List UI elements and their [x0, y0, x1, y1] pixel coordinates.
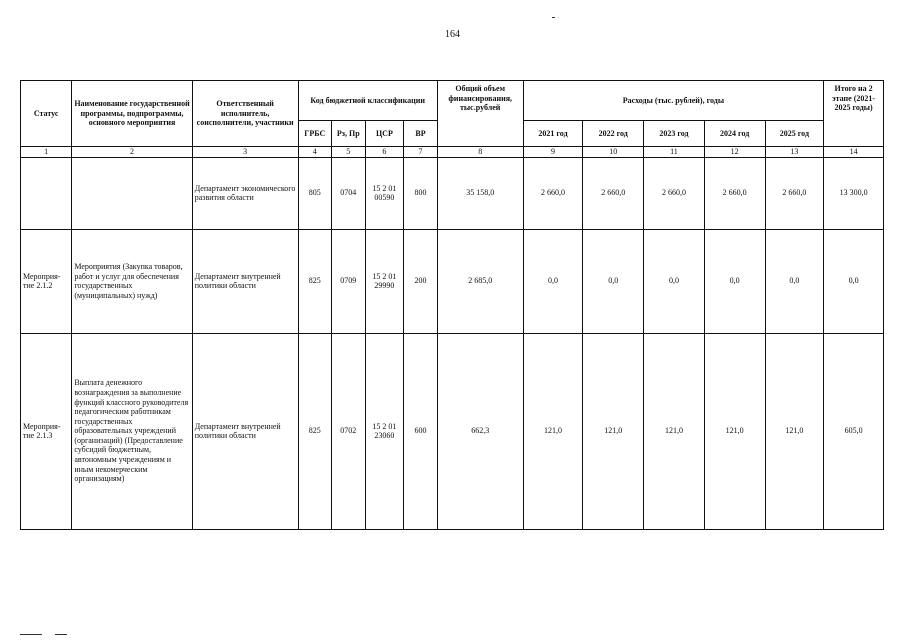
page-number: 164	[445, 29, 460, 40]
column-number: 11	[644, 147, 705, 158]
scan-speck	[55, 634, 67, 635]
cell-status	[21, 157, 72, 229]
column-number: 4	[298, 147, 332, 158]
header-year-2022: 2022 год	[583, 121, 644, 147]
cell-status: Мероприя-тие 2.1.2	[21, 229, 72, 333]
cell-2021: 0,0	[523, 229, 583, 333]
header-year-2025: 2025 год	[765, 121, 824, 147]
cell-grbs: 805	[298, 157, 332, 229]
header-responsible: Ответственный исполнитель, соисполнители, участники	[192, 81, 298, 147]
cell-stage-total: 0,0	[824, 229, 884, 333]
header-year-2023: 2023 год	[644, 121, 705, 147]
header-year-2024: 2024 год	[704, 121, 765, 147]
cell-vr: 200	[404, 229, 438, 333]
column-number: 6	[365, 147, 404, 158]
cell-status: Мероприя-тие 2.1.3	[21, 333, 72, 529]
column-number: 14	[824, 147, 884, 158]
cell-2025: 2 660,0	[765, 157, 824, 229]
cell-name: Мероприятия (Закупка товаров, работ и услуг для обеспечения государственных (муниципальных) нужд)	[72, 229, 192, 333]
column-number: 9	[523, 147, 583, 158]
column-number: 2	[72, 147, 192, 158]
cell-2021: 2 660,0	[523, 157, 583, 229]
cell-grbs: 825	[298, 229, 332, 333]
table-row	[21, 333, 884, 529]
cell-stage-total: 13 300,0	[824, 157, 884, 229]
cell-2022: 2 660,0	[583, 157, 644, 229]
header-name: Наименование государственной программы, подпрограммы, основного мероприятия	[72, 81, 192, 147]
column-number: 7	[404, 147, 438, 158]
cell-rz-pr: 0709	[332, 229, 366, 333]
budget-table	[20, 80, 884, 530]
cell-2023: 2 660,0	[644, 157, 705, 229]
cell-csr: 15 2 01 00590	[365, 157, 404, 229]
cell-rz-pr: 0704	[332, 157, 366, 229]
header-budget-code: Код бюджетной классификации	[298, 81, 437, 121]
cell-total: 2 685,0	[437, 229, 523, 333]
cell-2021: 121,0	[523, 333, 583, 529]
header-grbs: ГРБС	[298, 121, 332, 147]
cell-2025: 0,0	[765, 229, 824, 333]
header-expenses: Расходы (тыс. рублей), годы	[523, 81, 824, 121]
cell-csr: 15 2 01 23060	[365, 333, 404, 529]
cell-responsible: Департамент экономического развития области	[192, 157, 298, 229]
scan-speck	[552, 17, 555, 18]
cell-grbs: 825	[298, 333, 332, 529]
cell-csr: 15 2 01 29990	[365, 229, 404, 333]
column-number: 5	[332, 147, 366, 158]
cell-vr: 600	[404, 333, 438, 529]
table-row	[21, 229, 884, 333]
cell-2023: 121,0	[644, 333, 705, 529]
header-rz-pr: Рз, Пр	[332, 121, 366, 147]
cell-2024: 0,0	[704, 229, 765, 333]
header-year-2021: 2021 год	[523, 121, 583, 147]
cell-name	[72, 157, 192, 229]
cell-2022: 121,0	[583, 333, 644, 529]
cell-2024: 2 660,0	[704, 157, 765, 229]
table-row	[21, 157, 884, 229]
header-total-stage: Итого на 2 этапе (2021-2025 годы)	[824, 81, 884, 147]
cell-total: 662,3	[437, 333, 523, 529]
column-number: 3	[192, 147, 298, 158]
header-csr: ЦСР	[365, 121, 404, 147]
cell-total: 35 158,0	[437, 157, 523, 229]
cell-rz-pr: 0702	[332, 333, 366, 529]
cell-responsible: Департамент внутренней политики области	[192, 333, 298, 529]
cell-2024: 121,0	[704, 333, 765, 529]
column-number: 12	[704, 147, 765, 158]
cell-2025: 121,0	[765, 333, 824, 529]
scan-speck	[20, 634, 42, 635]
cell-name: Выплата денежного вознаграждения за выполнение функций классного руководителя педагогическим работникам государственных образовательных учреждений (организаций) (Предоставление субсидий бюджетным, автономным учреждениям и иным некомерческим организациям)	[72, 333, 192, 529]
column-number: 1	[21, 147, 72, 158]
cell-2023: 0,0	[644, 229, 705, 333]
cell-vr: 800	[404, 157, 438, 229]
column-number: 13	[765, 147, 824, 158]
column-number: 10	[583, 147, 644, 158]
header-vr: ВР	[404, 121, 438, 147]
column-number-row	[21, 147, 884, 158]
header-status: Статус	[21, 81, 72, 147]
cell-2022: 0,0	[583, 229, 644, 333]
cell-responsible: Департамент внутренней политики области	[192, 229, 298, 333]
cell-stage-total: 605,0	[824, 333, 884, 529]
column-number: 8	[437, 147, 523, 158]
header-total-volume: Общий объем финансирования, тыс.рублей	[437, 81, 523, 147]
